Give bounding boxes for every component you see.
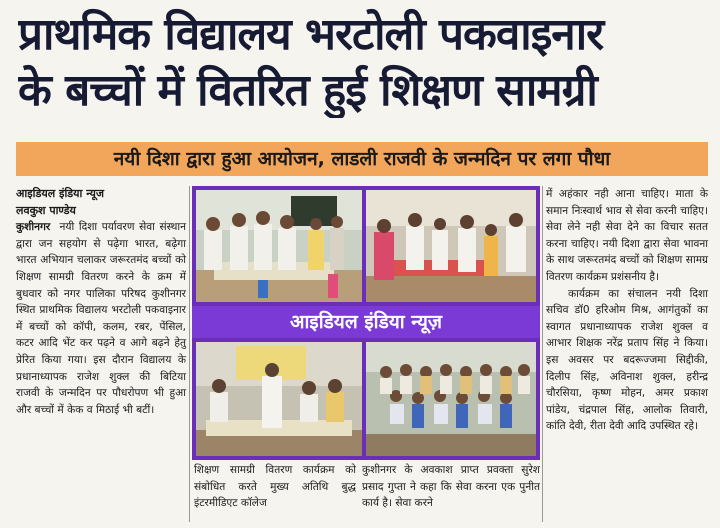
photo-speaker-image xyxy=(196,342,362,456)
right-paragraph-1: में अहंकार नही आना चाहिए। माता के समान निःस्वार्थ भाव से सेवा करनी चाहिए। सेवा लेने नही सेवा देने का विचार सतत करना चाहिए। नयी दिशा द्वारा सेवा भावना के साथ जरूरतमंद बच्चों को शिक्षण सामग्र वितरण कार्यक्रम प्रशंसनीय है। xyxy=(546,188,708,283)
photo-classroom-guests-image xyxy=(196,190,362,302)
middle-caption-col1: शिक्षण सामग्री वितरण कार्यक्रम को संबोधित करते मुख्य अतिथि बुद्ध इंटरमीडिएट कॉलेज xyxy=(194,464,356,510)
left-body-text: नयी दिशा पर्यावरण सेवा संस्थान द्वारा जन सहयोग से पढ़ेगा भारत, बढ़ेगा भारत अभियान चलाकर जरूरतमंद बच्चों को शिक्षण सामग्री वितरण करने के क्रम में बुधवार को नगर पालिका परिषद कुशीनगर स्थित प्राथमिक विद्यालय भरटोली पकवाइनार में बच्चों को कॉपी, कलम, रबर, पेंसिल, कटर आदि भेंट कर पढ़ने व आगे बढ़ने हेतु प्रेरित किया गया। इस दौरान विद्यालय के प्रधानाध्यापक राजेश शुक्ल की बिटिया राजवी के जन्मदिन पर पौधरोपण भी हुआ और बच्चों में केक व मिठाई भी बटीं। xyxy=(16,221,186,416)
column-divider-right xyxy=(542,186,543,522)
byline-reporter: लवकुश पाण्डेय xyxy=(16,203,76,217)
byline-place: कुशीनगर xyxy=(16,221,51,234)
photo-band-label: आइडियल इंडिया न्यूज़ xyxy=(192,306,540,338)
photo-students-group xyxy=(366,342,536,456)
headline-line-2: के बच्चों में वितरित हुई शिक्षण सामग्री xyxy=(18,65,597,116)
middle-caption-col2: कुशीनगर के अवकाश प्राप्त प्रवक्ता सुरेश प्रसाद गुप्ता ने कहा कि सेवा करना एक पुनीत कार्य है। सेवा करने xyxy=(362,464,540,510)
left-body-paragraph xyxy=(16,219,186,418)
photo-speaker xyxy=(196,342,362,456)
column-divider-left xyxy=(189,186,190,522)
photo-distribution-image xyxy=(366,190,536,302)
right-paragraph-2: कार्यक्रम का संचालन नयी दिशा सचिव डॉ0 हरिओम मिश्र, आगंतुकों का स्वागत प्रधानाध्यापक राजेश शुक्ल व आभार शिक्षक नरेंद्र प्रताप सिंह ने किया। इस अवसर पर बदरूज्जमा सिद्दीकी, दिलीप सिंह, अविनाश शुक्ल, हरीन्द्र चौरसिया, कृष्ण मोहन, अमर प्रकाश पांडेय, चंद्रपाल सिंह, आलोक तिवारी, कांति देवी, रीता देवी आदि उपस्थित रहे। xyxy=(546,287,708,433)
right-article-column xyxy=(546,186,708,435)
byline-agency: आइडियल इंडिया न्यूज xyxy=(16,187,105,200)
photo-students-group-image xyxy=(366,342,536,456)
headline-line-1: प्राथमिक विद्यालय भरटोली पकवाइनार xyxy=(18,9,604,60)
photo-classroom-guests xyxy=(196,190,362,302)
subheadline: नयी दिशा द्वारा हुआ आयोजन, लाडली राजवी के जन्मदिन पर लगा पौधा xyxy=(113,148,611,170)
subheadline-bar xyxy=(16,142,708,176)
photo-distribution xyxy=(366,190,536,302)
left-article-column xyxy=(16,186,186,418)
